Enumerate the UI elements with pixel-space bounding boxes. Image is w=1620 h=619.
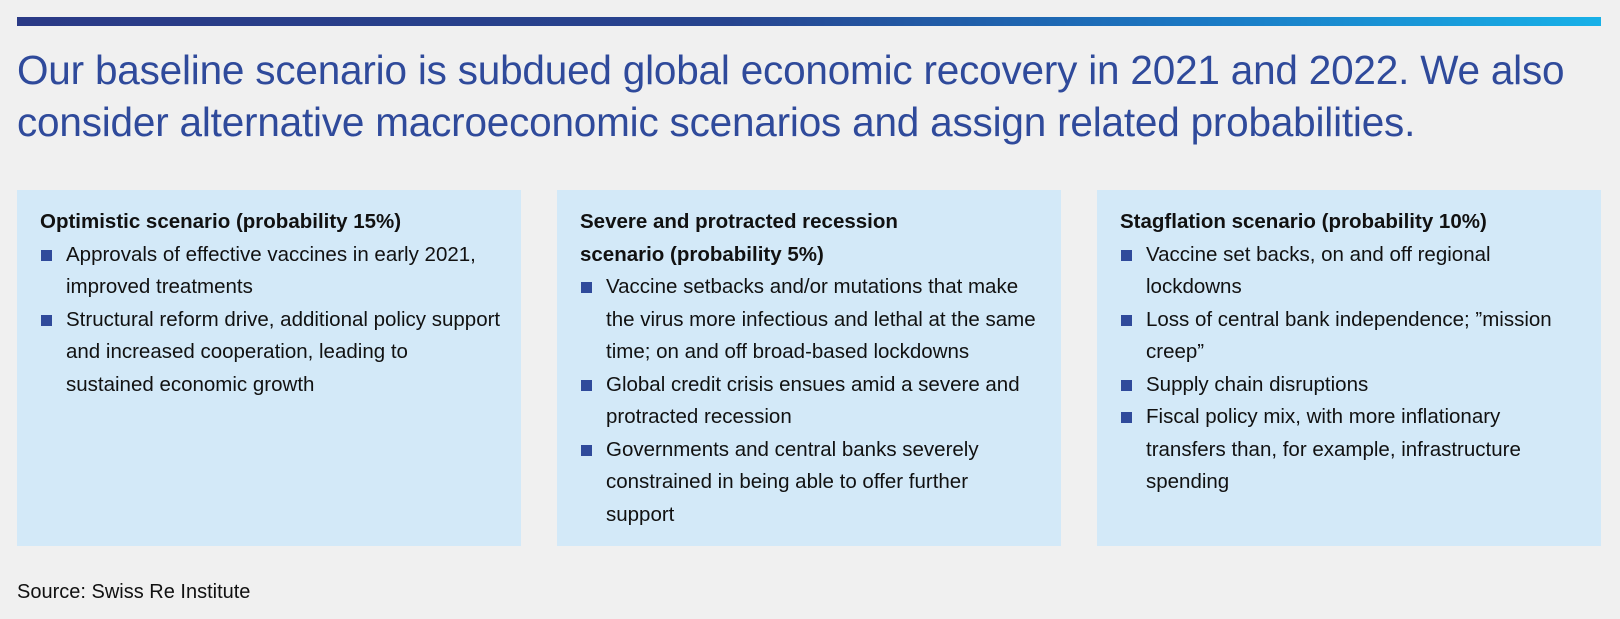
bullet-text: Supply chain disruptions — [1146, 372, 1369, 396]
recession-scenario-panel — [557, 190, 1061, 546]
list-item — [1120, 369, 1581, 402]
list-item — [40, 239, 501, 304]
square-bullet-icon — [41, 250, 52, 261]
list-item — [580, 271, 1041, 369]
bullet-text: Vaccine set backs, on and off regional lockdowns — [1146, 242, 1491, 298]
bullet-text: Structural reform drive, additional policy support and increased cooperation, leading to sustained economic growth — [66, 307, 501, 396]
list-item — [1120, 304, 1581, 369]
bullet-text: Governments and central banks severely constrained in being able to offer further support — [606, 437, 979, 526]
square-bullet-icon — [1121, 250, 1132, 261]
stagflation-scenario-panel — [1097, 190, 1601, 546]
bullet-text: Loss of central bank independence; ”mission creep” — [1146, 307, 1552, 363]
panel-title: Severe and protracted recession scenario (probability 5%) — [580, 210, 898, 266]
list-item — [1120, 239, 1581, 304]
square-bullet-icon — [581, 380, 592, 391]
square-bullet-icon — [581, 445, 592, 456]
square-bullet-icon — [1121, 315, 1132, 326]
bullet-text: Global credit crisis ensues amid a severe and protracted recession — [606, 372, 1020, 428]
bullet-list — [40, 239, 501, 402]
bullet-text: Approvals of effective vaccines in early 2021, improved treatments — [66, 242, 476, 298]
square-bullet-icon — [1121, 380, 1132, 391]
headline: Our baseline scenario is subdued global economic recovery in 2021 and 2022. We also consider alternative macroeconomic scenarios and assign related probabilities. — [17, 47, 1565, 145]
optimistic-scenario-panel — [17, 190, 521, 546]
panel-title: Optimistic scenario (probability 15%) — [40, 210, 402, 233]
bullet-list — [1120, 239, 1581, 499]
bullet-text: Fiscal policy mix, with more inflationary transfers than, for example, infrastructure spending — [1146, 405, 1521, 493]
square-bullet-icon — [1121, 412, 1132, 423]
list-item — [580, 369, 1041, 434]
list-item — [40, 304, 501, 402]
bullet-text: Vaccine setbacks and/or mutations that make the virus more infectious and lethal at the same time; on and off broad-based lockdowns — [606, 275, 1036, 363]
list-item — [1120, 401, 1581, 499]
square-bullet-icon — [581, 282, 592, 293]
source-note: Source: Swiss Re Institute — [17, 581, 251, 603]
list-item — [580, 434, 1041, 532]
square-bullet-icon — [41, 315, 52, 326]
panel-title: Stagflation scenario (probability 10%) — [1120, 210, 1487, 233]
top-gradient-rule — [17, 17, 1601, 26]
bullet-list — [580, 271, 1041, 531]
